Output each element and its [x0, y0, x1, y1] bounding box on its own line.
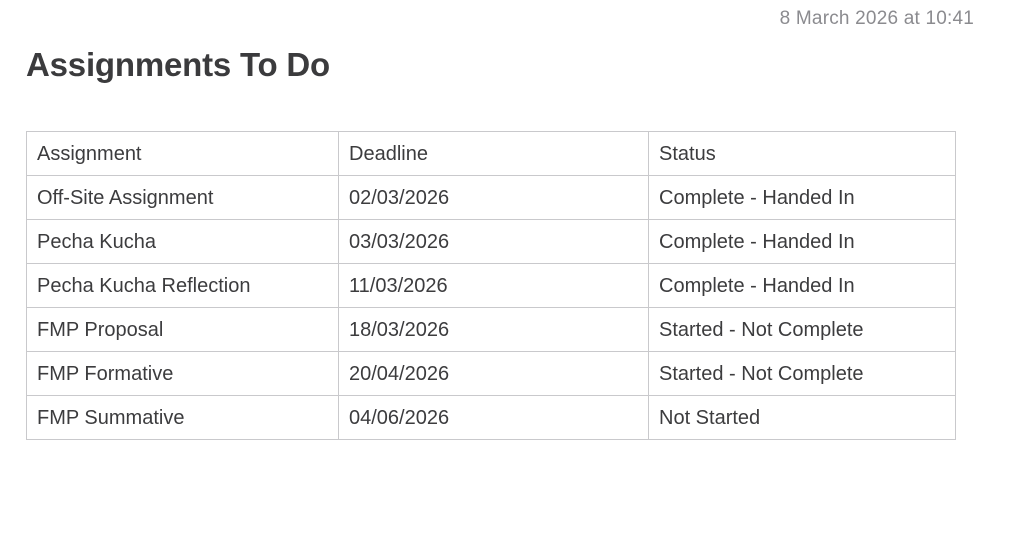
table-row — [27, 264, 956, 308]
table-header-row — [27, 132, 956, 176]
table-row — [27, 396, 956, 440]
table-row — [27, 176, 956, 220]
cell-status: Complete - Handed In — [649, 176, 956, 220]
cell-status: Not Started — [649, 396, 956, 440]
cell-status: Complete - Handed In — [649, 220, 956, 264]
column-header-deadline: Deadline — [339, 132, 649, 176]
cell-deadline: 03/03/2026 — [339, 220, 649, 264]
document-timestamp: 8 March 2026 at 10:41 — [779, 8, 974, 29]
cell-deadline: 18/03/2026 — [339, 308, 649, 352]
cell-assignment: FMP Summative — [27, 396, 339, 440]
cell-deadline: 11/03/2026 — [339, 264, 649, 308]
cell-deadline: 20/04/2026 — [339, 352, 649, 396]
cell-status: Started - Not Complete — [649, 352, 956, 396]
table-row — [27, 352, 956, 396]
page-title: Assignments To Do — [26, 46, 331, 83]
assignments-table — [26, 131, 956, 440]
cell-assignment: Pecha Kucha — [27, 220, 339, 264]
assignments-table-container — [26, 131, 955, 440]
cell-deadline: 04/06/2026 — [339, 396, 649, 440]
table-row — [27, 308, 956, 352]
cell-assignment: Off-Site Assignment — [27, 176, 339, 220]
cell-deadline: 02/03/2026 — [339, 176, 649, 220]
cell-status: Complete - Handed In — [649, 264, 956, 308]
cell-assignment: FMP Formative — [27, 352, 339, 396]
column-header-assignment: Assignment — [27, 132, 339, 176]
table-row — [27, 220, 956, 264]
column-header-status: Status — [649, 132, 956, 176]
cell-assignment: Pecha Kucha Reflection — [27, 264, 339, 308]
cell-status: Started - Not Complete — [649, 308, 956, 352]
cell-assignment: FMP Proposal — [27, 308, 339, 352]
